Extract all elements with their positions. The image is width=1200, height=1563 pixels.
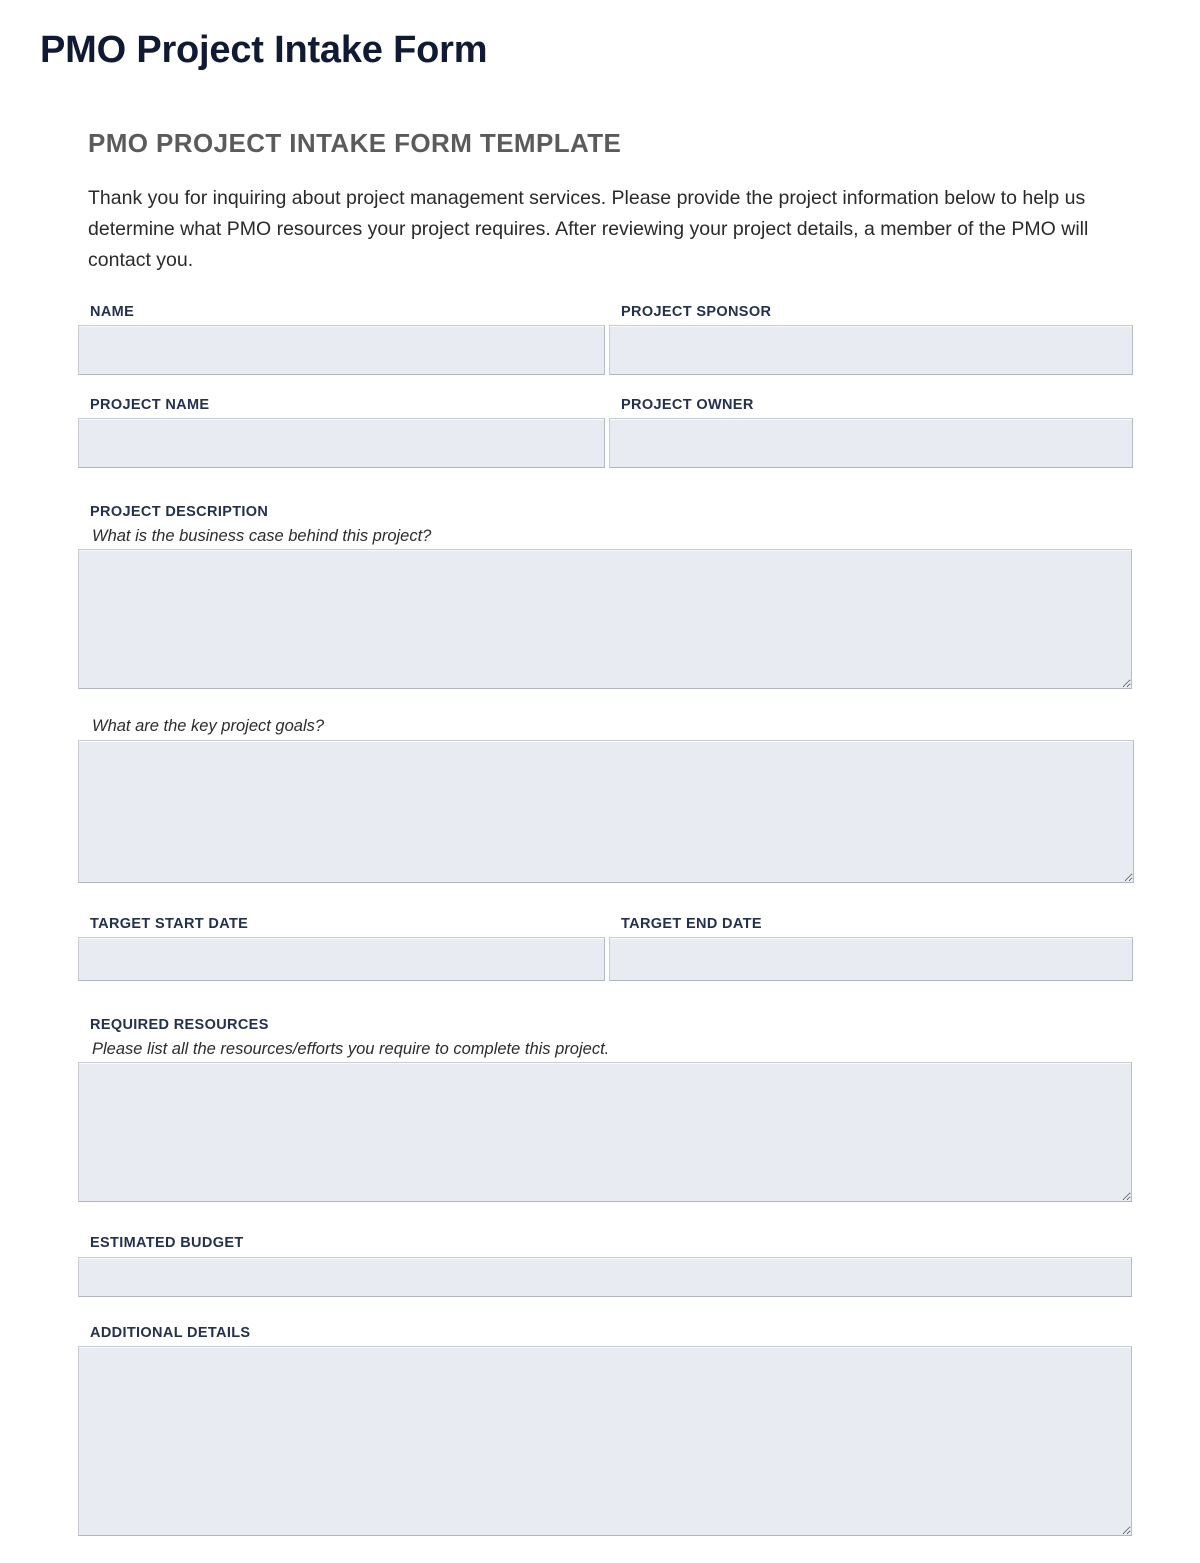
field-group-project-owner bbox=[609, 397, 1133, 468]
row-name-sponsor bbox=[78, 304, 1133, 375]
label-target-end-date: TARGET END DATE bbox=[621, 916, 762, 932]
field-group-project-sponsor bbox=[609, 304, 1133, 375]
sublabel-business-case: What is the business case behind this project? bbox=[92, 526, 432, 545]
field-group-project-description bbox=[78, 504, 1133, 694]
label-required-resources: REQUIRED RESOURCES bbox=[90, 1017, 269, 1034]
target-end-date-input[interactable] bbox=[609, 937, 1133, 981]
row-target-dates bbox=[78, 916, 1133, 981]
project-owner-input[interactable] bbox=[609, 418, 1133, 468]
label-project-owner: PROJECT OWNER bbox=[621, 396, 754, 413]
field-group-estimated-budget bbox=[78, 1235, 1133, 1296]
page-title: PMO Project Intake Form bbox=[40, 29, 488, 71]
label-project-name: PROJECT NAME bbox=[90, 396, 210, 413]
label-project-description: PROJECT DESCRIPTION bbox=[90, 504, 269, 521]
field-group-target-end-date bbox=[609, 916, 1133, 981]
business-case-textarea[interactable] bbox=[78, 549, 1132, 689]
label-target-start-date: TARGET START DATE bbox=[90, 916, 249, 932]
label-name: NAME bbox=[90, 303, 135, 320]
field-group-additional-details bbox=[78, 1325, 1133, 1541]
spacer bbox=[78, 1003, 1133, 1017]
project-goals-textarea[interactable] bbox=[78, 740, 1134, 883]
field-group-name bbox=[78, 304, 605, 375]
name-input[interactable] bbox=[78, 325, 605, 375]
field-group-target-start-date bbox=[78, 916, 605, 981]
target-start-date-input[interactable] bbox=[78, 937, 605, 981]
project-name-input[interactable] bbox=[78, 418, 605, 468]
required-resources-textarea[interactable] bbox=[78, 1062, 1132, 1202]
project-sponsor-input[interactable] bbox=[609, 325, 1133, 375]
additional-details-textarea[interactable] bbox=[78, 1346, 1132, 1536]
form-intro-text: Thank you for inquiring about project management services. Please provide the project information below to help us determine what PMO resources your project requires. After reviewing your project details, a member of the PMO will contact you. bbox=[88, 187, 1089, 271]
label-estimated-budget: ESTIMATED BUDGET bbox=[90, 1235, 244, 1252]
field-group-required-resources bbox=[78, 1017, 1133, 1207]
row-project-name-owner bbox=[78, 397, 1133, 468]
form-heading: PMO PROJECT INTAKE FORM TEMPLATE bbox=[88, 128, 622, 158]
sublabel-project-goals: What are the key project goals? bbox=[92, 717, 325, 736]
field-group-project-goals bbox=[78, 716, 1133, 888]
intake-form bbox=[78, 128, 1133, 1563]
estimated-budget-input[interactable] bbox=[78, 1257, 1132, 1297]
label-additional-details: ADDITIONAL DETAILS bbox=[90, 1324, 251, 1341]
field-group-project-name bbox=[78, 397, 605, 468]
label-project-sponsor: PROJECT SPONSOR bbox=[621, 303, 772, 320]
spacer bbox=[78, 490, 1133, 504]
sublabel-required-resources: Please list all the resources/efforts you require to complete this project. bbox=[92, 1039, 610, 1058]
